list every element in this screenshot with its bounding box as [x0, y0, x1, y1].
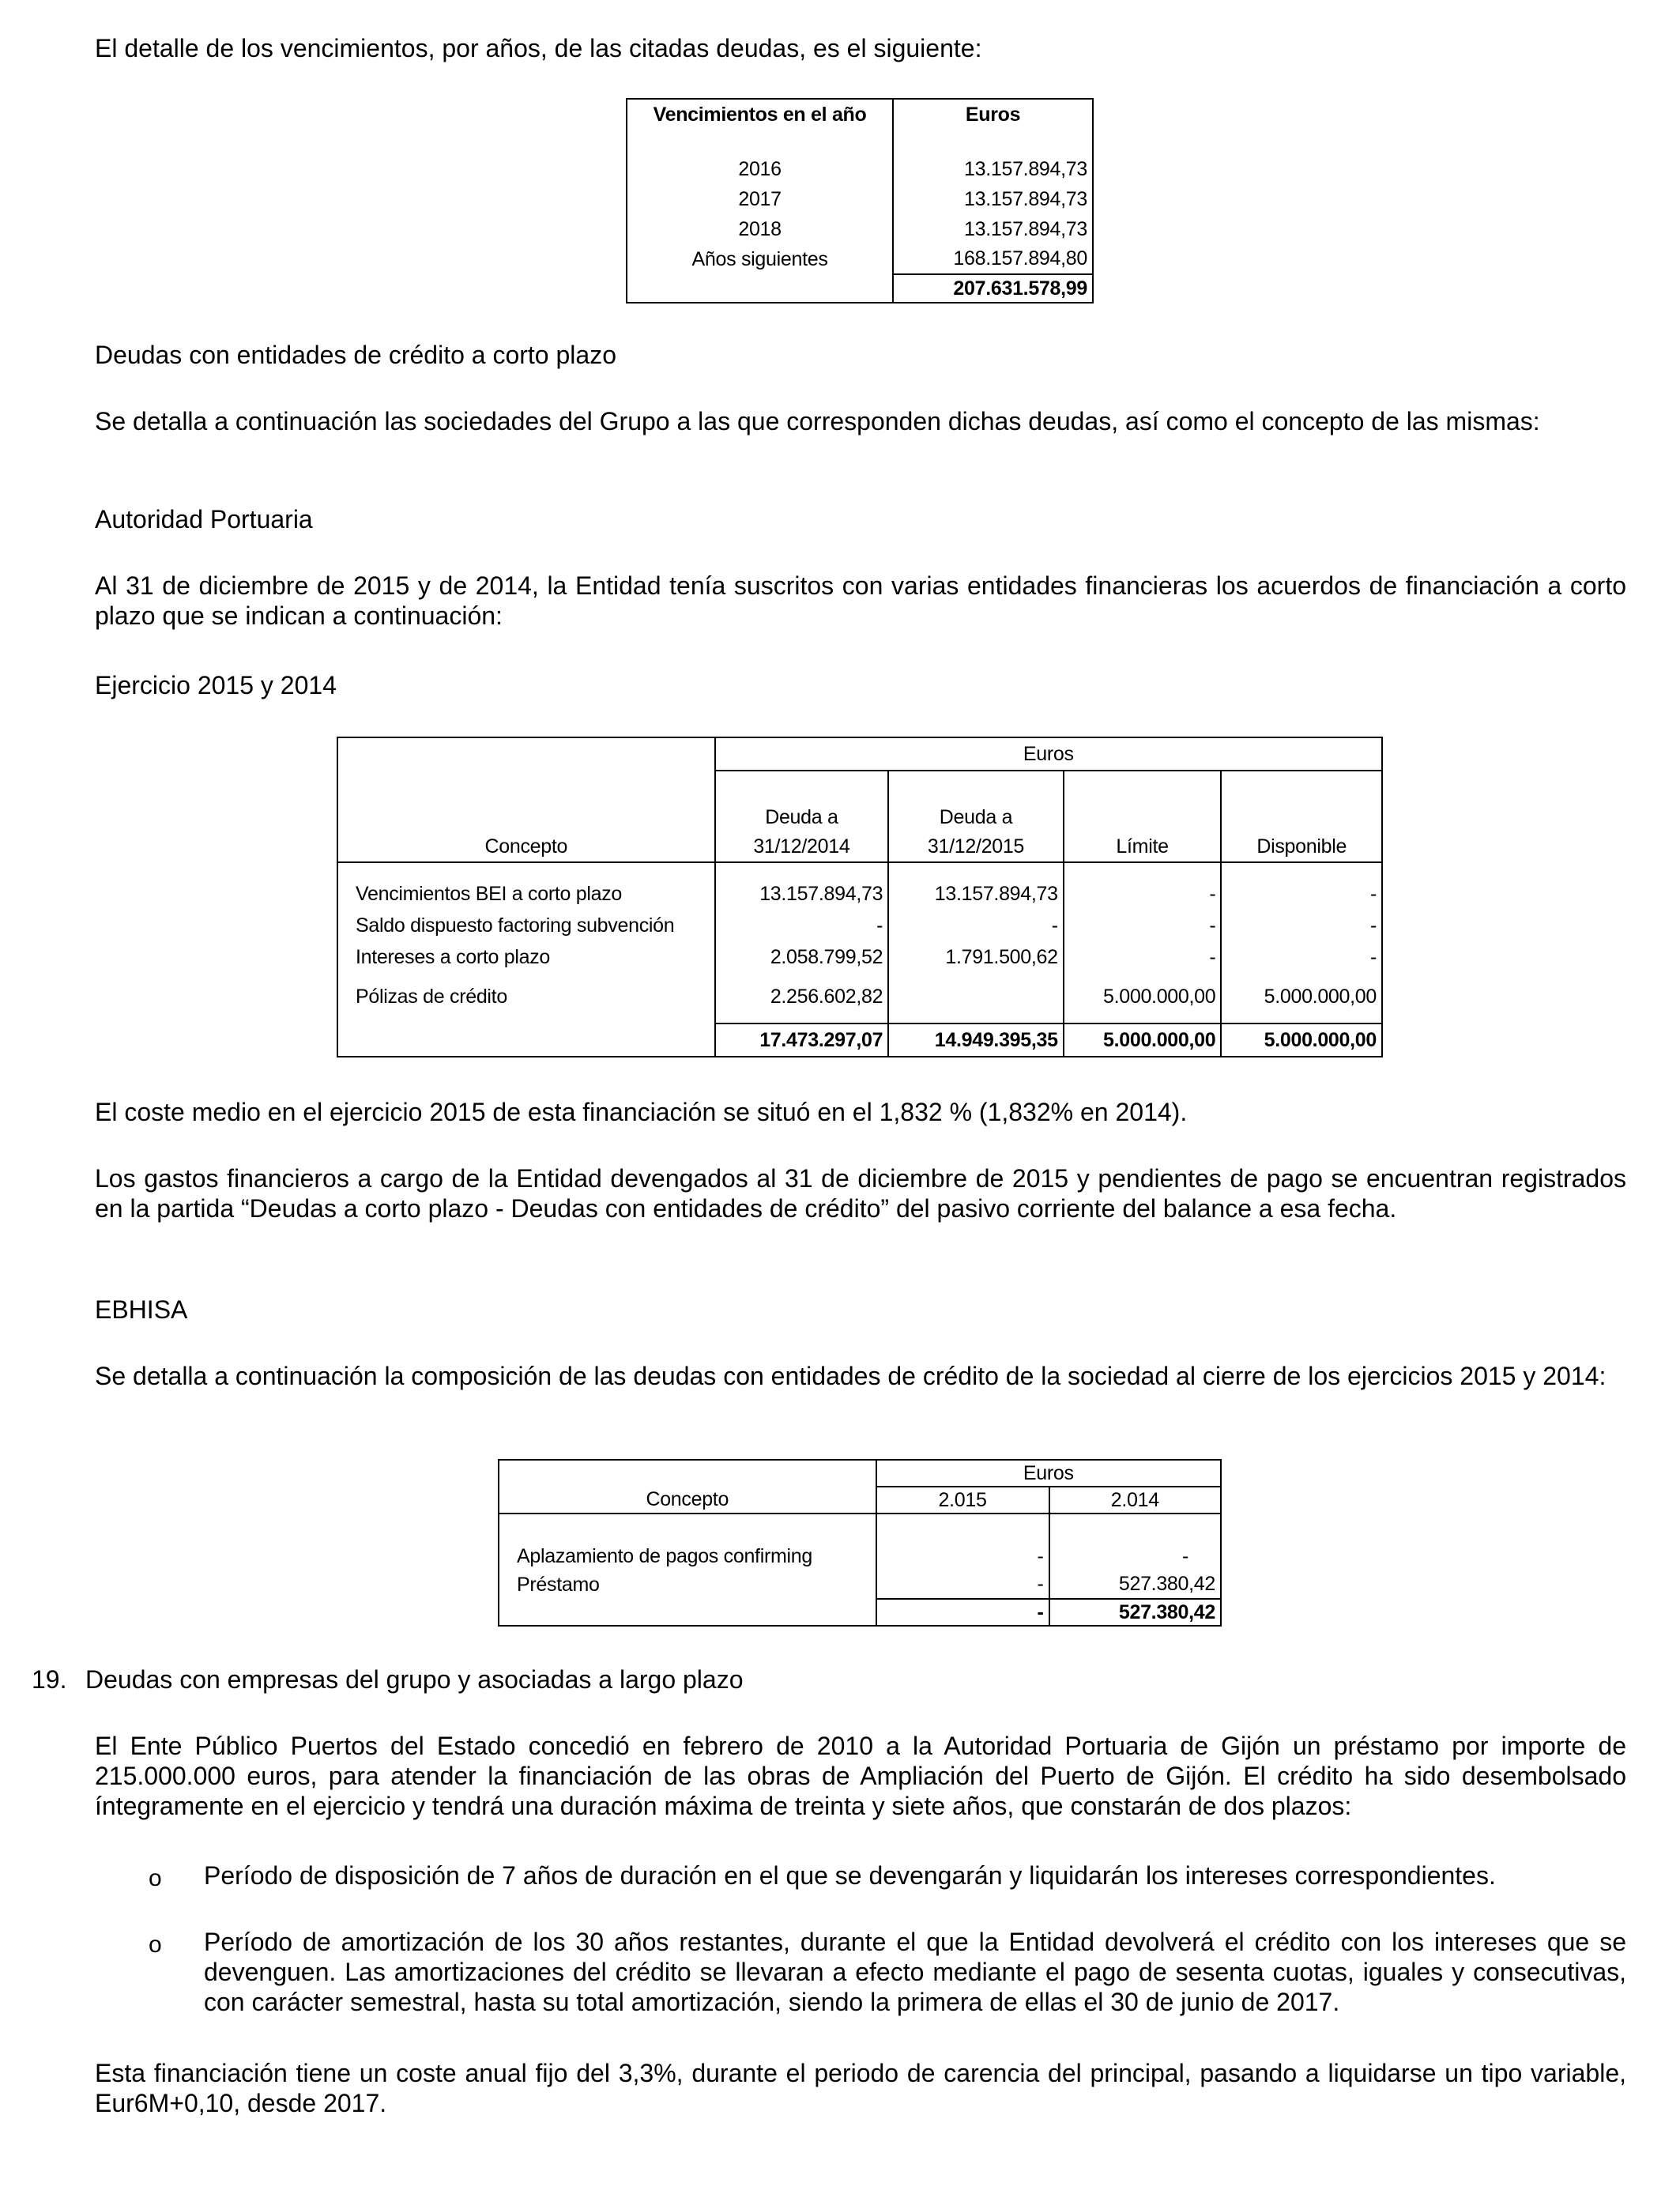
total-row: 17.473.297,07 14.949.395,35 5.000.000,00 5.000.000,00	[337, 1023, 1382, 1057]
table-row: 2017 13.157.894,73	[627, 184, 1093, 214]
ebhisa-euros-header: Euros	[876, 1460, 1222, 1487]
financing-table: Euros Deuda a Deuda a Concepto 31/12/2014 31/12/2015 Límite Disponible Vencimientos BEI a corto plazo 13.157.894,73 13.157.894,73 - - Saldo dispuesto factoring subvención - - - - Intereses a corto plazo 2.058.799,52 1.791.500,62 - - Pólizas de crédito 2.256.602,82 5.000.000,00 5.000.000,00 17.473.297,07 14.949.395,35 5.000.000,00 5.000.000,00	[337, 737, 1383, 1057]
table-row: Pólizas de crédito 2.256.602,82 5.000.000,00 5.000.000,00	[337, 981, 1382, 1012]
bullet-item-disposicion: Período de disposición de 7 años de duración en el que se devengarán y liquidarán los intereses correspondientes.	[204, 1861, 1496, 1890]
table-row: Saldo dispuesto factoring subvención - - - -	[337, 910, 1382, 941]
total-row	[627, 274, 1093, 303]
concepto-header: Concepto	[337, 832, 715, 862]
intro-paragraph: El detalle de los vencimientos, por años, de las citadas deudas, es el siguiente:	[95, 34, 982, 62]
maturities-header-year: Vencimientos en el año	[627, 99, 893, 130]
table-row: Vencimientos BEI a corto plazo 13.157.894,73 13.157.894,73 - -	[337, 878, 1382, 910]
bullet-icon: o	[149, 1932, 162, 1958]
gastos-paragraph: Los gastos financieros a cargo de la Entidad devengados al 31 de diciembre de 2015 y pendientes de pago se encuentran registrados en la partida “Deudas a corto plazo - Deudas con entidades de crédito” del pasivo corriente del balance a esa fecha.	[95, 1164, 1626, 1223]
short-term-heading: Deudas con entidades de crédito a corto plazo	[95, 341, 616, 369]
ebhisa-concepto-header: Concepto	[499, 1487, 876, 1514]
ebhisa-heading: EBHISA	[95, 1295, 188, 1324]
coste-paragraph: El coste medio en el ejercicio 2015 de esta financiación se situó en el 1,832 % (1,832% en 2014).	[95, 1098, 1188, 1126]
ebhisa-2014-header: 2.014	[1049, 1487, 1221, 1514]
ebhisa-2015-header: 2.015	[876, 1487, 1049, 1514]
bullet-icon: o	[149, 1865, 162, 1891]
prestamo-paragraph: El Ente Público Puertos del Estado concedió en febrero de 2010 a la Autoridad Portuaria de Gijón un préstamo por importe de 215.000.000 euros, para atender la financiación de las obras de Ampliación del Puerto de Gijón. El crédito ha sido desembolsado íntegramente en el ejercicio y tendrá una duración máxima de treinta y siete años, que constarán de dos plazos:	[95, 1732, 1626, 1820]
maturities-total: 207.631.578,99	[893, 274, 1093, 303]
table-row: Intereses a corto plazo 2.058.799,52 1.791.500,62 - -	[337, 941, 1382, 973]
autoridad-heading: Autoridad Portuaria	[95, 505, 313, 533]
table-row: Años siguientes 168.157.894,80	[627, 244, 1093, 274]
deuda-2015-header: 31/12/2015	[888, 832, 1064, 862]
table-row: Préstamo - 527.380,42	[499, 1570, 1221, 1599]
total-row: - 527.380,42	[499, 1599, 1221, 1626]
maturities-header-euros: Euros	[893, 99, 1093, 130]
ebhisa-table	[498, 1459, 1222, 1627]
autoridad-paragraph: Al 31 de diciembre de 2015 y de 2014, la Entidad tenía suscritos con varias entidades financieras los acuerdos de financiación a corto plazo que se indican a continuación:	[95, 571, 1626, 630]
table-row: 2016 13.157.894,73	[627, 154, 1093, 184]
section-title: Deudas con empresas del grupo y asociadas a largo plazo	[85, 1665, 744, 1694]
coste-anual-paragraph: Esta financiación tiene un coste anual fijo del 3,3%, durante el periodo de carencia del principal, pasando a liquidarse un tipo variable, Eur6M+0,10, desde 2017.	[95, 2059, 1626, 2117]
table-row: 2018 13.157.894,73	[627, 214, 1093, 244]
group-paragraph: Se detalla a continuación las sociedades del Grupo a las que corresponden dichas deudas, así como el concepto de las mismas:	[95, 407, 1540, 435]
euros-header: Euros	[715, 737, 1382, 771]
maturities-table	[626, 98, 1094, 303]
section-number: 19.	[32, 1665, 67, 1694]
table-row: Aplazamiento de pagos confirming - -	[499, 1542, 1221, 1570]
disponible-header: Disponible	[1221, 832, 1382, 862]
ejercicio-heading: Ejercicio 2015 y 2014	[95, 671, 337, 699]
limite-header: Límite	[1064, 832, 1222, 862]
bullet-item-amortizacion: Período de amortización de los 30 años restantes, durante el que la Entidad devolverá el crédito con los intereses que se devenguen. Las amortizaciones del crédito se llevaran a efecto mediante el pago de sesenta cuotas, iguales y consecutivas, con carácter semestral, hasta su total amortización, siendo la primera de ellas el 30 de junio de 2017.	[204, 1928, 1626, 2016]
ebhisa-paragraph: Se detalla a continuación la composición de las deudas con entidades de crédito de la sociedad al cierre de los ejercicios 2015 y 2014:	[95, 1362, 1607, 1390]
deuda-2014-header: 31/12/2014	[715, 832, 889, 862]
